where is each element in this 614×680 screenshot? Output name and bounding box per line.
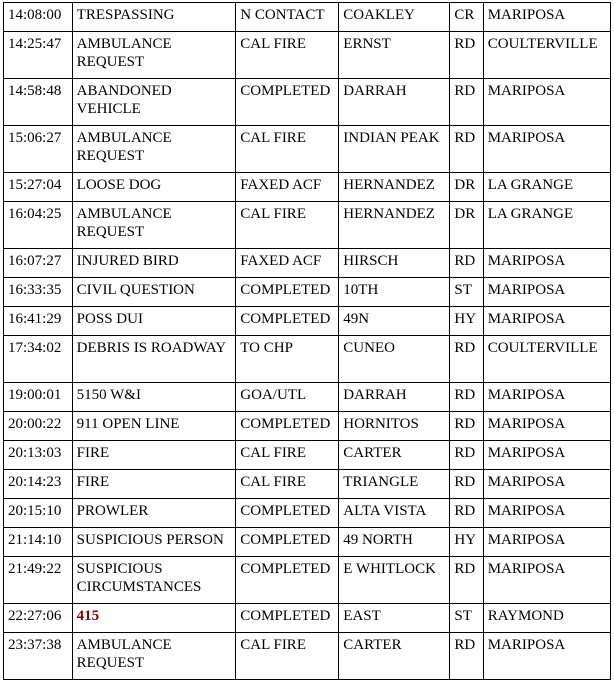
street-cell: ALTA VISTA: [339, 499, 450, 528]
call-type-cell: INJURED BIRD: [72, 249, 236, 278]
time-cell: 20:14:23: [4, 470, 73, 499]
call-type-cell: TRESPASSING: [72, 3, 236, 32]
street-cell: CUNEO: [339, 336, 450, 383]
call-type-cell: CIVIL QUESTION: [72, 278, 236, 307]
table-row: [4, 383, 611, 412]
time-cell: 15:27:04: [4, 173, 73, 202]
call-type-cell: LOOSE DOG: [72, 173, 236, 202]
call-type-cell: FIRE: [72, 441, 236, 470]
city-cell: LA GRANGE: [483, 202, 610, 249]
city-cell: LA GRANGE: [483, 173, 610, 202]
time-cell: 19:00:01: [4, 383, 73, 412]
call-type-cell-highlighted: 415: [72, 604, 236, 633]
disposition-cell: CAL FIRE: [236, 441, 339, 470]
street-suffix-cell: HY: [450, 528, 483, 557]
call-type-cell: POSS DUI: [72, 307, 236, 336]
time-cell: 16:07:27: [4, 249, 73, 278]
call-type-cell: 5150 W&I: [72, 383, 236, 412]
table-row: [4, 441, 611, 470]
time-cell: 16:41:29: [4, 307, 73, 336]
time-cell: 22:27:06: [4, 604, 73, 633]
street-cell: CARTER: [339, 441, 450, 470]
table-row: [4, 32, 611, 79]
time-cell: 20:13:03: [4, 441, 73, 470]
call-type-cell: SUSPICIOUS CIRCUMSTANCES: [72, 557, 236, 604]
disposition-cell: COMPLETED: [236, 557, 339, 604]
city-cell: MARIPOSA: [483, 499, 610, 528]
disposition-cell: COMPLETED: [236, 278, 339, 307]
street-cell: HIRSCH: [339, 249, 450, 278]
table-row: [4, 557, 611, 604]
time-cell: 15:06:27: [4, 126, 73, 173]
table-row: [4, 604, 611, 633]
dispatch-log-body: [4, 3, 611, 680]
disposition-cell: CAL FIRE: [236, 202, 339, 249]
disposition-cell: FAXED ACF: [236, 173, 339, 202]
time-cell: 16:04:25: [4, 202, 73, 249]
time-cell: 20:00:22: [4, 412, 73, 441]
street-cell: HORNITOS: [339, 412, 450, 441]
disposition-cell: CAL FIRE: [236, 633, 339, 680]
disposition-cell: COMPLETED: [236, 79, 339, 126]
street-suffix-cell: DR: [450, 173, 483, 202]
city-cell: MARIPOSA: [483, 412, 610, 441]
table-row: [4, 412, 611, 441]
street-suffix-cell: RD: [450, 336, 483, 383]
city-cell: MARIPOSA: [483, 557, 610, 604]
city-cell: MARIPOSA: [483, 278, 610, 307]
time-cell: 20:15:10: [4, 499, 73, 528]
disposition-cell: COMPLETED: [236, 528, 339, 557]
street-suffix-cell: CR: [450, 3, 483, 32]
call-type-cell: FIRE: [72, 470, 236, 499]
call-type-cell: AMBULANCE REQUEST: [72, 633, 236, 680]
city-cell: MARIPOSA: [483, 633, 610, 680]
city-cell: RAYMOND: [483, 604, 610, 633]
disposition-cell: COMPLETED: [236, 412, 339, 441]
call-type-cell: AMBULANCE REQUEST: [72, 126, 236, 173]
street-cell: HERNANDEZ: [339, 173, 450, 202]
disposition-cell: COMPLETED: [236, 307, 339, 336]
disposition-cell: CAL FIRE: [236, 32, 339, 79]
street-suffix-cell: RD: [450, 441, 483, 470]
table-row: [4, 307, 611, 336]
time-cell: 23:37:38: [4, 633, 73, 680]
table-row: [4, 470, 611, 499]
city-cell: MARIPOSA: [483, 249, 610, 278]
street-suffix-cell: ST: [450, 604, 483, 633]
city-cell: MARIPOSA: [483, 383, 610, 412]
street-cell: E WHITLOCK: [339, 557, 450, 604]
street-cell: CARTER: [339, 633, 450, 680]
time-cell: 14:58:48: [4, 79, 73, 126]
city-cell: MARIPOSA: [483, 528, 610, 557]
street-suffix-cell: HY: [450, 307, 483, 336]
table-row: [4, 79, 611, 126]
street-cell: ERNST: [339, 32, 450, 79]
city-cell: MARIPOSA: [483, 307, 610, 336]
call-type-cell: PROWLER: [72, 499, 236, 528]
city-cell: MARIPOSA: [483, 470, 610, 499]
call-type-cell: AMBULANCE REQUEST: [72, 32, 236, 79]
table-row: [4, 528, 611, 557]
disposition-cell: CAL FIRE: [236, 470, 339, 499]
disposition-cell: N CONTACT: [236, 3, 339, 32]
city-cell: COULTERVILLE: [483, 336, 610, 383]
street-suffix-cell: RD: [450, 249, 483, 278]
city-cell: MARIPOSA: [483, 441, 610, 470]
street-cell: INDIAN PEAK: [339, 126, 450, 173]
street-suffix-cell: DR: [450, 202, 483, 249]
disposition-cell: FAXED ACF: [236, 249, 339, 278]
disposition-cell: TO CHP: [236, 336, 339, 383]
call-type-cell: SUSPICIOUS PERSON: [72, 528, 236, 557]
street-suffix-cell: RD: [450, 557, 483, 604]
table-row: [4, 3, 611, 32]
call-type-cell: DEBRIS IS ROADWAY: [72, 336, 236, 383]
table-row: [4, 336, 611, 383]
call-type-cell: AMBULANCE REQUEST: [72, 202, 236, 249]
time-cell: 21:49:22: [4, 557, 73, 604]
street-cell: COAKLEY: [339, 3, 450, 32]
street-suffix-cell: RD: [450, 383, 483, 412]
disposition-cell: GOA/UTL: [236, 383, 339, 412]
street-cell: 10TH: [339, 278, 450, 307]
dispatch-log-table: [3, 2, 611, 680]
time-cell: 16:33:35: [4, 278, 73, 307]
table-row: [4, 126, 611, 173]
table-row: [4, 202, 611, 249]
time-cell: 14:25:47: [4, 32, 73, 79]
city-cell: MARIPOSA: [483, 126, 610, 173]
table-row: [4, 499, 611, 528]
city-cell: MARIPOSA: [483, 3, 610, 32]
street-cell: TRIANGLE: [339, 470, 450, 499]
call-type-cell: 911 OPEN LINE: [72, 412, 236, 441]
time-cell: 21:14:10: [4, 528, 73, 557]
street-cell: 49N: [339, 307, 450, 336]
city-cell: COULTERVILLE: [483, 32, 610, 79]
street-cell: EAST: [339, 604, 450, 633]
table-row: [4, 278, 611, 307]
disposition-cell: COMPLETED: [236, 499, 339, 528]
street-cell: HERNANDEZ: [339, 202, 450, 249]
time-cell: 17:34:02: [4, 336, 73, 383]
street-cell: DARRAH: [339, 79, 450, 126]
street-suffix-cell: RD: [450, 126, 483, 173]
time-cell: 14:08:00: [4, 3, 73, 32]
street-suffix-cell: RD: [450, 499, 483, 528]
disposition-cell: CAL FIRE: [236, 126, 339, 173]
city-cell: MARIPOSA: [483, 79, 610, 126]
table-row: [4, 249, 611, 278]
disposition-cell: COMPLETED: [236, 604, 339, 633]
street-cell: 49 NORTH: [339, 528, 450, 557]
street-suffix-cell: RD: [450, 79, 483, 126]
street-suffix-cell: ST: [450, 278, 483, 307]
street-suffix-cell: RD: [450, 32, 483, 79]
street-suffix-cell: RD: [450, 470, 483, 499]
table-row: [4, 633, 611, 680]
street-cell: DARRAH: [339, 383, 450, 412]
street-suffix-cell: RD: [450, 412, 483, 441]
call-type-cell: ABANDONED VEHICLE: [72, 79, 236, 126]
table-row: [4, 173, 611, 202]
street-suffix-cell: RD: [450, 633, 483, 680]
